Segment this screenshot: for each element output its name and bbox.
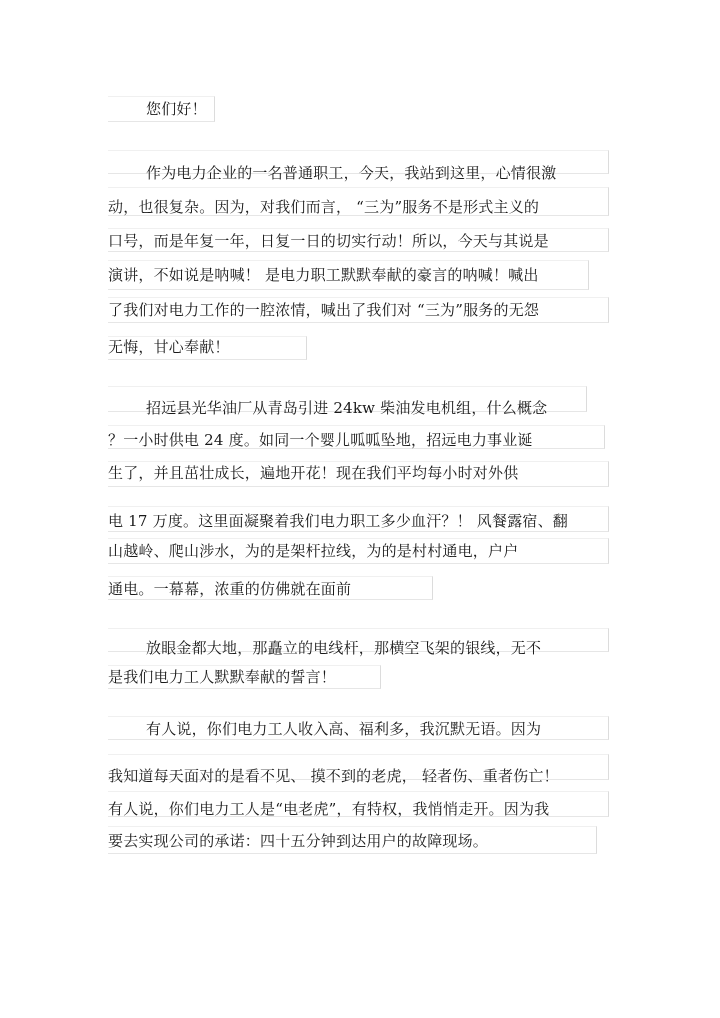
- paragraph-2-line-4: 电 17 万度。这里面凝聚着我们电力职工多少血汗？！ 风餐露宿、翻: [108, 512, 568, 530]
- paragraph-3-line-2: 是我们电力工人默默奉献的誓言！: [108, 668, 337, 686]
- paragraph-4-line-4: 要去实现公司的承诺：四十五分钟到达用户的故障现场。: [108, 832, 489, 850]
- paragraph-4-line-2: 我知道每天面对的是看不见、 摸不到的老虎， 轻者伤、重者伤亡！: [108, 767, 559, 785]
- paragraph-1-line-5: 了我们对电力工作的一腔浓情，喊出了我们对 “三为”服务的无怨: [108, 301, 540, 319]
- paragraph-2-line-5: 山越岭、爬山涉水，为的是架杆拉线，为的是村村通电，户户: [108, 542, 519, 560]
- paragraph-1-line-1: 作为电力企业的一名普通职工，今天，我站到这里，心情很激: [146, 164, 557, 182]
- paragraph-4-line-1: 有人说，你们电力工人收入高、福利多，我沉默无语。因为: [146, 720, 542, 738]
- paragraph-1-line-2: 动，也很复杂。因为，对我们而言， “三为”服务不是形式主义的: [108, 198, 540, 216]
- paragraph-2-line-6: 通电。一幕幕，浓重的仿佛就在面前: [108, 580, 352, 598]
- paragraph-2-line-3: 生了，并且茁壮成长，遍地开花！现在我们平均每小时对外供: [108, 464, 519, 482]
- paragraph-3-line-1: 放眼金都大地，那矗立的电线杆，那横空飞架的银线，无不: [146, 639, 542, 657]
- paragraph-2-line-2: ？一小时供电 24 度。如同一个婴儿呱呱坠地，招远电力事业诞: [108, 431, 533, 449]
- paragraph-1-line-6: 无悔，甘心奉献！: [108, 338, 230, 356]
- greeting: 您们好！: [146, 100, 207, 118]
- paragraph-2-line-1: 招远县光华油厂从青岛引进 24kw 柴油发电机组，什么概念: [146, 399, 548, 417]
- paragraph-1-line-4: 演讲，不如说是呐喊！ 是电力职工默默奉献的豪言的呐喊！喊出: [108, 266, 539, 284]
- paragraph-1-line-3: 口号，而是年复一年，日复一日的切实行动！所以，今天与其说是: [108, 232, 549, 250]
- paragraph-4-line-3: 有人说，你们电力工人是“电老虎”，有特权，我悄悄走开。因为我: [108, 800, 550, 818]
